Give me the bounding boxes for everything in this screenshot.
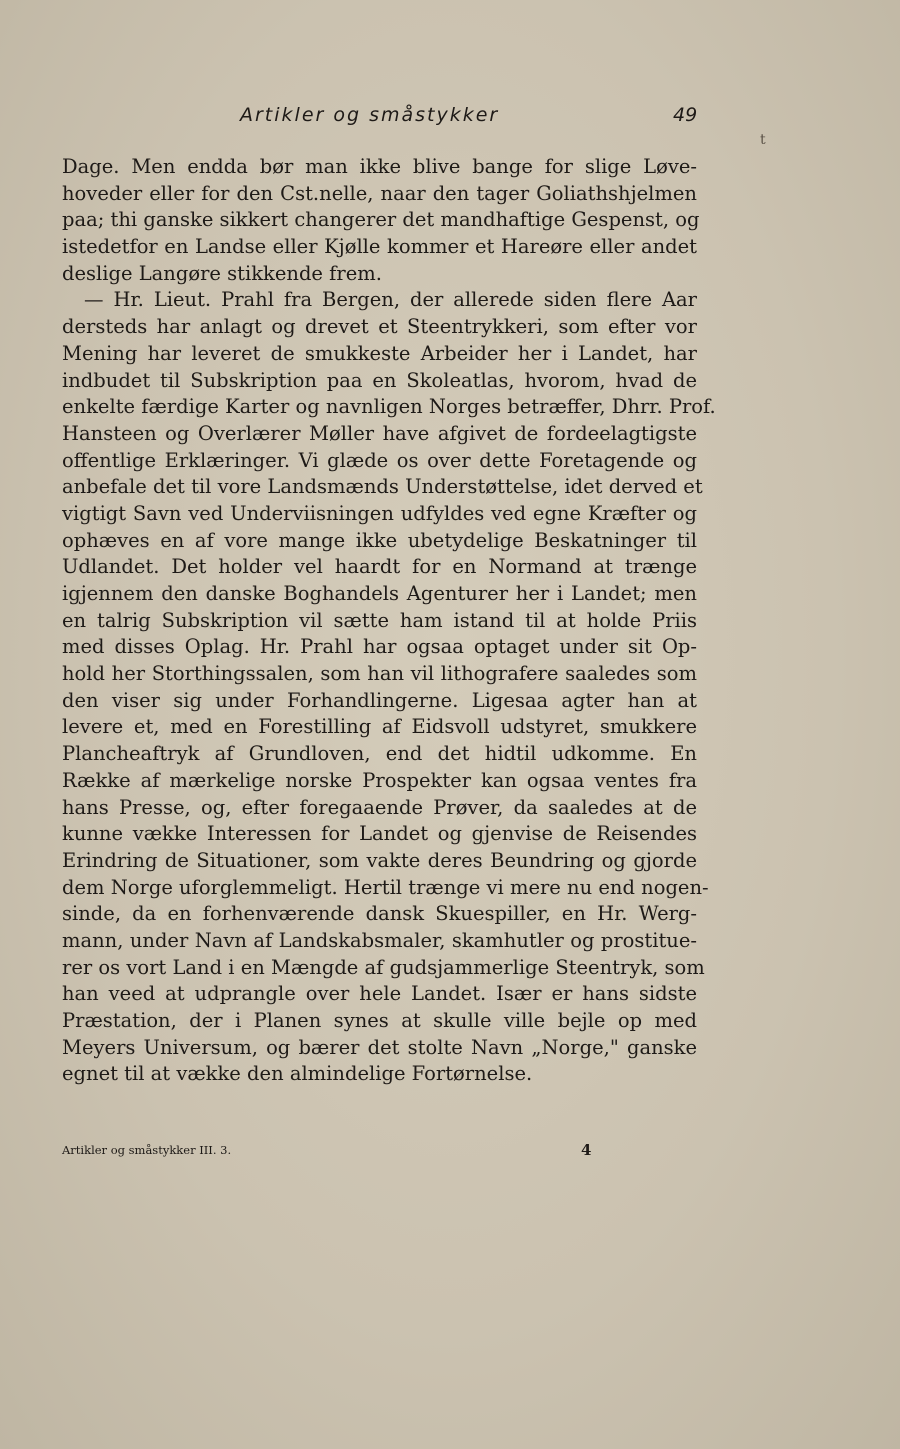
margin-mark: t [760, 132, 766, 148]
text-line: hold her Storthingssalen, som han vil lithografere saaledes som [62, 662, 697, 686]
text-line: anbefale det til vore Landsmænds Understøttelse, idet derved et [62, 475, 703, 499]
text-line: Udlandet. Det holder vel haardt for en Normand at trænge [62, 555, 697, 579]
text-line: Præstation, der i Planen synes at skulle ville bejle op med [62, 1009, 697, 1032]
text-line: indbudet til Subskription paa en Skoleatlas, hvorom, hvad de [62, 368, 697, 392]
text-line: den viser sig under Forhandlingerne. Ligesaa agter han at [62, 688, 697, 712]
text-line: med disses Oplag. Hr. Prahl har ogsaa optaget under sit Op- [62, 635, 697, 659]
text-line: en talrig Subskription vil sætte ham istand til at holde Priis [62, 608, 697, 632]
text-line: offentlige Erklæringer. Vi glæde os over dette Foretagende og [62, 448, 697, 472]
text-line: kunne vække Interessen for Landet og gjenvise de Reisendes [62, 822, 697, 846]
text-line: Mening har leveret de smukkeste Arbeider her i Landet, har [62, 341, 697, 365]
text-line: levere et, med en Forestilling af Eidsvoll udstyret, smukkere [62, 715, 697, 739]
text-line: ophæves en af vore mange ikke ubetydelige Beskatninger til [62, 528, 697, 552]
text-line: Hansteen og Overlærer Møller have afgivet de fordeelagtigste [62, 421, 697, 445]
text-line: egnet til at vække den almindelige Fortørnelse. [62, 1062, 533, 1086]
sheet-number: 4 [581, 1141, 592, 1159]
text-line: dersteds har anlagt og drevet et Steentrykkeri, som efter vor [62, 315, 697, 339]
page-number: 49 [673, 104, 698, 126]
text-line: Erindring de Situationer, som vakte deres Beundring og gjorde [62, 848, 697, 872]
text-line: istedetfor en Landse eller Kjølle kommer et Hareøre eller andet [62, 235, 697, 259]
page-footer [0, 1143, 900, 1167]
text-line: dem Norge uforglemmeligt. Hertil trænge vi mere nu end nogen- [62, 875, 709, 899]
running-title: Artikler og småstykker [240, 104, 500, 126]
text-line: hans Presse, og, efter foregaaende Prøver, da saaledes at de [62, 795, 697, 819]
body-text [62, 154, 716, 1088]
text-line: enkelte færdige Karter og navnligen Norges betræffer, Dhrr. Prof. [62, 395, 716, 419]
printer-signature: Artikler og småstykker III. 3. [62, 1143, 232, 1157]
text-line: hoveder eller for den Cst.nelle, naar den tager Goliathshjelmen [62, 181, 697, 205]
text-line: — Hr. Lieut. Prahl fra Bergen, der allerede siden flere Aar [84, 288, 697, 312]
text-line: deslige Langøre stikkende frem. [62, 261, 382, 285]
text-line: han veed at udprangle over hele Landet. Især er hans sidste [62, 982, 697, 1006]
text-line: rer os vort Land i en Mængde af gudsjammerlige Steentryk, som [62, 955, 705, 979]
text-line: Plancheaftryk af Grundloven, end det hidtil udkomme. En [62, 742, 697, 766]
text-line: Meyers Universum, og bærer det stolte Navn „Norge," ganske [62, 1035, 697, 1059]
text-line: igjennem den danske Boghandels Agenturer her i Landet; men [62, 582, 697, 605]
text-line: paa; thi ganske sikkert changerer det mandhaftige Gespenst, og [62, 208, 700, 232]
text-line: mann, under Navn af Landskabsmaler, skamhutler og prostitue- [62, 928, 697, 952]
text-line: Række af mærkelige norske Prospekter kan ogsaa ventes fra [62, 768, 697, 792]
text-line: Dage. Men endda bør man ikke blive bange for slige Løve- [62, 155, 697, 178]
text-line: vigtigt Savn ved Underviisningen udfyldes ved egne Kræfter og [62, 501, 697, 525]
text-line: sinde, da en forhenværende dansk Skuespiller, en Hr. Werg- [62, 902, 697, 926]
